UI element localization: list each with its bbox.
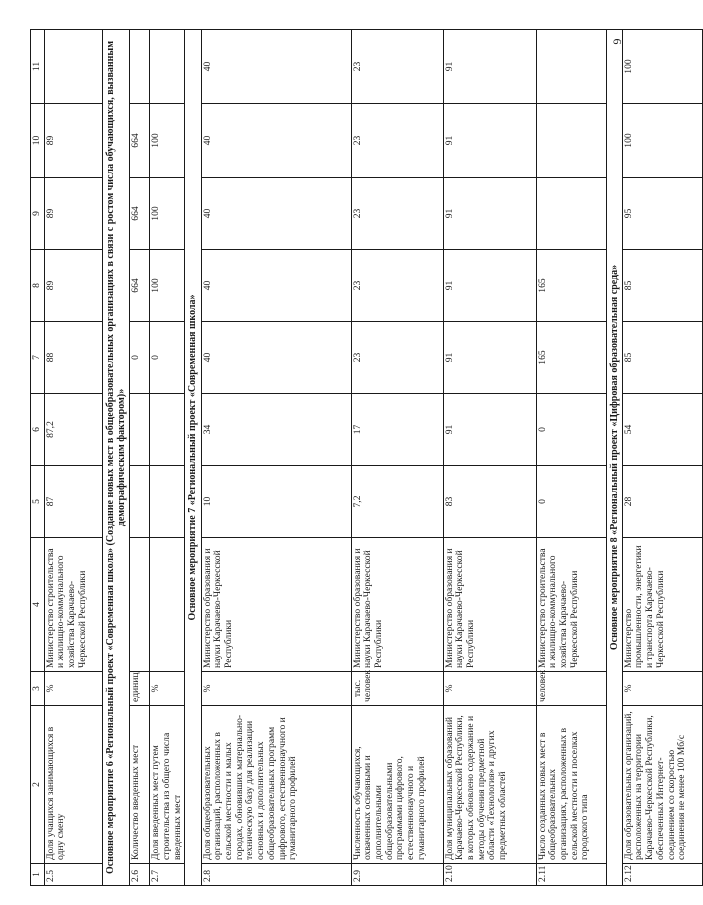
indicator-name: Доля учащихся занимающихся в одну смену bbox=[44, 706, 102, 864]
row-number: 2.8 bbox=[201, 864, 351, 886]
unit-cell: % bbox=[622, 672, 702, 706]
value-cell: 40 bbox=[201, 30, 351, 104]
row-number: 2.10 bbox=[443, 864, 536, 886]
value-cell: 91 bbox=[443, 178, 536, 250]
table-row bbox=[443, 30, 536, 886]
indicator-name: Доля введенных мест путем строительства из общего числа введенных мест bbox=[150, 706, 185, 864]
value-cell: 87,2 bbox=[44, 394, 102, 466]
column-number-cell: 7 bbox=[31, 322, 45, 394]
value-cell: 87 bbox=[44, 466, 102, 538]
table-row bbox=[150, 30, 185, 886]
page-number: 6 bbox=[610, 38, 625, 45]
value-cell bbox=[130, 394, 150, 466]
value-cell: 95 bbox=[622, 178, 702, 250]
responsible-organization bbox=[150, 538, 185, 672]
indicator-name: Доля образовательных организаций, расположенных на территории Карачаево-Черкесской Республики, обеспеченных Интернет-соединением со скоростью соединения не менее 100 Мб/с bbox=[622, 706, 702, 864]
unit-cell: % bbox=[201, 672, 351, 706]
value-cell: 0 bbox=[150, 322, 185, 394]
value-cell bbox=[536, 178, 606, 250]
value-cell: 40 bbox=[201, 104, 351, 178]
column-number-cell: 9 bbox=[31, 178, 45, 250]
responsible-organization: Министерство образования и науки Карачаево-Черкесской Республики bbox=[443, 538, 536, 672]
table-row bbox=[201, 30, 351, 886]
indicators-table bbox=[30, 29, 703, 886]
unit-cell: % bbox=[44, 672, 102, 706]
section-heading-row bbox=[185, 30, 201, 886]
value-cell bbox=[130, 466, 150, 538]
value-cell bbox=[44, 30, 102, 104]
responsible-organization bbox=[130, 538, 150, 672]
section-heading-row bbox=[102, 30, 129, 886]
value-cell: 165 bbox=[536, 322, 606, 394]
value-cell: 664 bbox=[130, 178, 150, 250]
unit-cell: человек bbox=[536, 672, 606, 706]
column-number-cell: 2 bbox=[31, 706, 45, 864]
section-heading: Основное мероприятие 8 «Региональный проект «Цифровая образовательная среда» bbox=[606, 30, 622, 886]
value-cell: 100 bbox=[150, 104, 185, 178]
column-number-cell: 5 bbox=[31, 466, 45, 538]
row-number: 2.11 bbox=[536, 864, 606, 886]
indicator-name: Численность обучающихся, охваченных основными и дополнительными общеобразовательными программами цифрового, естественнонаучного и гуманитарного профилей bbox=[351, 706, 443, 864]
value-cell: 100 bbox=[622, 30, 702, 104]
rotated-page bbox=[30, 30, 688, 886]
value-cell: 7,2 bbox=[351, 466, 443, 538]
value-cell: 664 bbox=[130, 104, 150, 178]
unit-cell: % bbox=[443, 672, 536, 706]
column-number-cell: 4 bbox=[31, 538, 45, 672]
value-cell: 89 bbox=[44, 250, 102, 322]
value-cell: 23 bbox=[351, 250, 443, 322]
column-number-cell: 3 bbox=[31, 672, 45, 706]
responsible-organization: Министерство образования и науки Карачаево-Черкесской Республики bbox=[351, 538, 443, 672]
value-cell: 100 bbox=[150, 178, 185, 250]
responsible-organization: Министерство строительства и жилищно-коммунального хозяйства Карачаево-Черкесской Республики bbox=[44, 538, 102, 672]
table-row bbox=[351, 30, 443, 886]
table-row bbox=[130, 30, 150, 886]
value-cell bbox=[150, 30, 185, 104]
value-cell: 40 bbox=[201, 178, 351, 250]
row-number: 2.12 bbox=[622, 864, 702, 886]
column-number-cell: 1 bbox=[31, 864, 45, 886]
value-cell: 40 bbox=[201, 250, 351, 322]
unit-cell: тыс. человек bbox=[351, 672, 443, 706]
table-row bbox=[622, 30, 702, 886]
value-cell: 89 bbox=[44, 178, 102, 250]
value-cell bbox=[536, 30, 606, 104]
value-cell bbox=[150, 394, 185, 466]
responsible-organization: Министерство промышленности, энергетики и транспорта Карачаево-Черкесской Республики bbox=[622, 538, 702, 672]
value-cell: 100 bbox=[150, 250, 185, 322]
row-number: 2.9 bbox=[351, 864, 443, 886]
value-cell: 91 bbox=[443, 104, 536, 178]
value-cell: 34 bbox=[201, 394, 351, 466]
value-cell: 17 bbox=[351, 394, 443, 466]
value-cell: 165 bbox=[536, 250, 606, 322]
value-cell: 10 bbox=[201, 466, 351, 538]
value-cell: 89 bbox=[44, 104, 102, 178]
value-cell: 85 bbox=[622, 250, 702, 322]
row-number: 2.5 bbox=[44, 864, 102, 886]
unit-cell: % bbox=[150, 672, 185, 706]
value-cell: 91 bbox=[443, 250, 536, 322]
section-heading: Основное мероприятие 6 «Региональный проект «Современная школа» (Создание новых мест в общеобразовательных организациях в связи с ростом числа обучающихся, вызванным демографическим фактором)» bbox=[102, 30, 129, 886]
value-cell: 88 bbox=[44, 322, 102, 394]
table-header-row bbox=[31, 30, 45, 886]
value-cell: 0 bbox=[536, 466, 606, 538]
value-cell: 0 bbox=[130, 322, 150, 394]
responsible-organization: Министерство образования и науки Карачаево-Черкесской Республики bbox=[201, 538, 351, 672]
row-number: 2.6 bbox=[130, 864, 150, 886]
value-cell: 23 bbox=[351, 178, 443, 250]
row-number: 2.7 bbox=[150, 864, 185, 886]
responsible-organization: Министерство строительства и жилищно-коммунального хозяйства Карачаево-Черкесской Республики bbox=[536, 538, 606, 672]
indicator-name: Доля муниципальных образований Карачаево-Черкесской Республики, в которых обновлено содержание и методы обучения предметной области «Технология» и других предметных областей bbox=[443, 706, 536, 864]
indicator-name: Число созданных новых мест в общеобразовательных организациях, расположенных в сельской местности и поселках городского типа bbox=[536, 706, 606, 864]
value-cell: 28 bbox=[622, 466, 702, 538]
column-number-cell: 8 bbox=[31, 250, 45, 322]
value-cell: 91 bbox=[443, 30, 536, 104]
column-number-cell: 6 bbox=[31, 394, 45, 466]
value-cell: 54 bbox=[622, 394, 702, 466]
value-cell: 0 bbox=[536, 394, 606, 466]
column-number-cell: 11 bbox=[31, 30, 45, 104]
value-cell: 40 bbox=[201, 322, 351, 394]
value-cell: 23 bbox=[351, 104, 443, 178]
column-number-cell: 10 bbox=[31, 104, 45, 178]
value-cell bbox=[536, 104, 606, 178]
value-cell: 23 bbox=[351, 30, 443, 104]
value-cell: 100 bbox=[622, 104, 702, 178]
value-cell: 83 bbox=[443, 466, 536, 538]
value-cell: 664 bbox=[130, 250, 150, 322]
value-cell bbox=[150, 466, 185, 538]
value-cell: 85 bbox=[622, 322, 702, 394]
section-heading-row bbox=[606, 30, 622, 886]
section-heading: Основное мероприятие 7 «Региональный проект «Современная школа» bbox=[185, 30, 201, 886]
value-cell: 91 bbox=[443, 394, 536, 466]
unit-cell: единиц bbox=[130, 672, 150, 706]
indicator-name: Доля общеобразовательных организаций, расположенных в сельской местности и малых городах, обновивших материально-техническую базу для реализации основных и дополнительных общеобразовательных программ цифрового, естественнонаучного и гуманитарного профилей bbox=[201, 706, 351, 864]
value-cell: 23 bbox=[351, 322, 443, 394]
table-row bbox=[536, 30, 606, 886]
indicator-name: Количество введенных мест bbox=[130, 706, 150, 864]
value-cell bbox=[130, 30, 150, 104]
table-row bbox=[44, 30, 102, 886]
value-cell: 91 bbox=[443, 322, 536, 394]
